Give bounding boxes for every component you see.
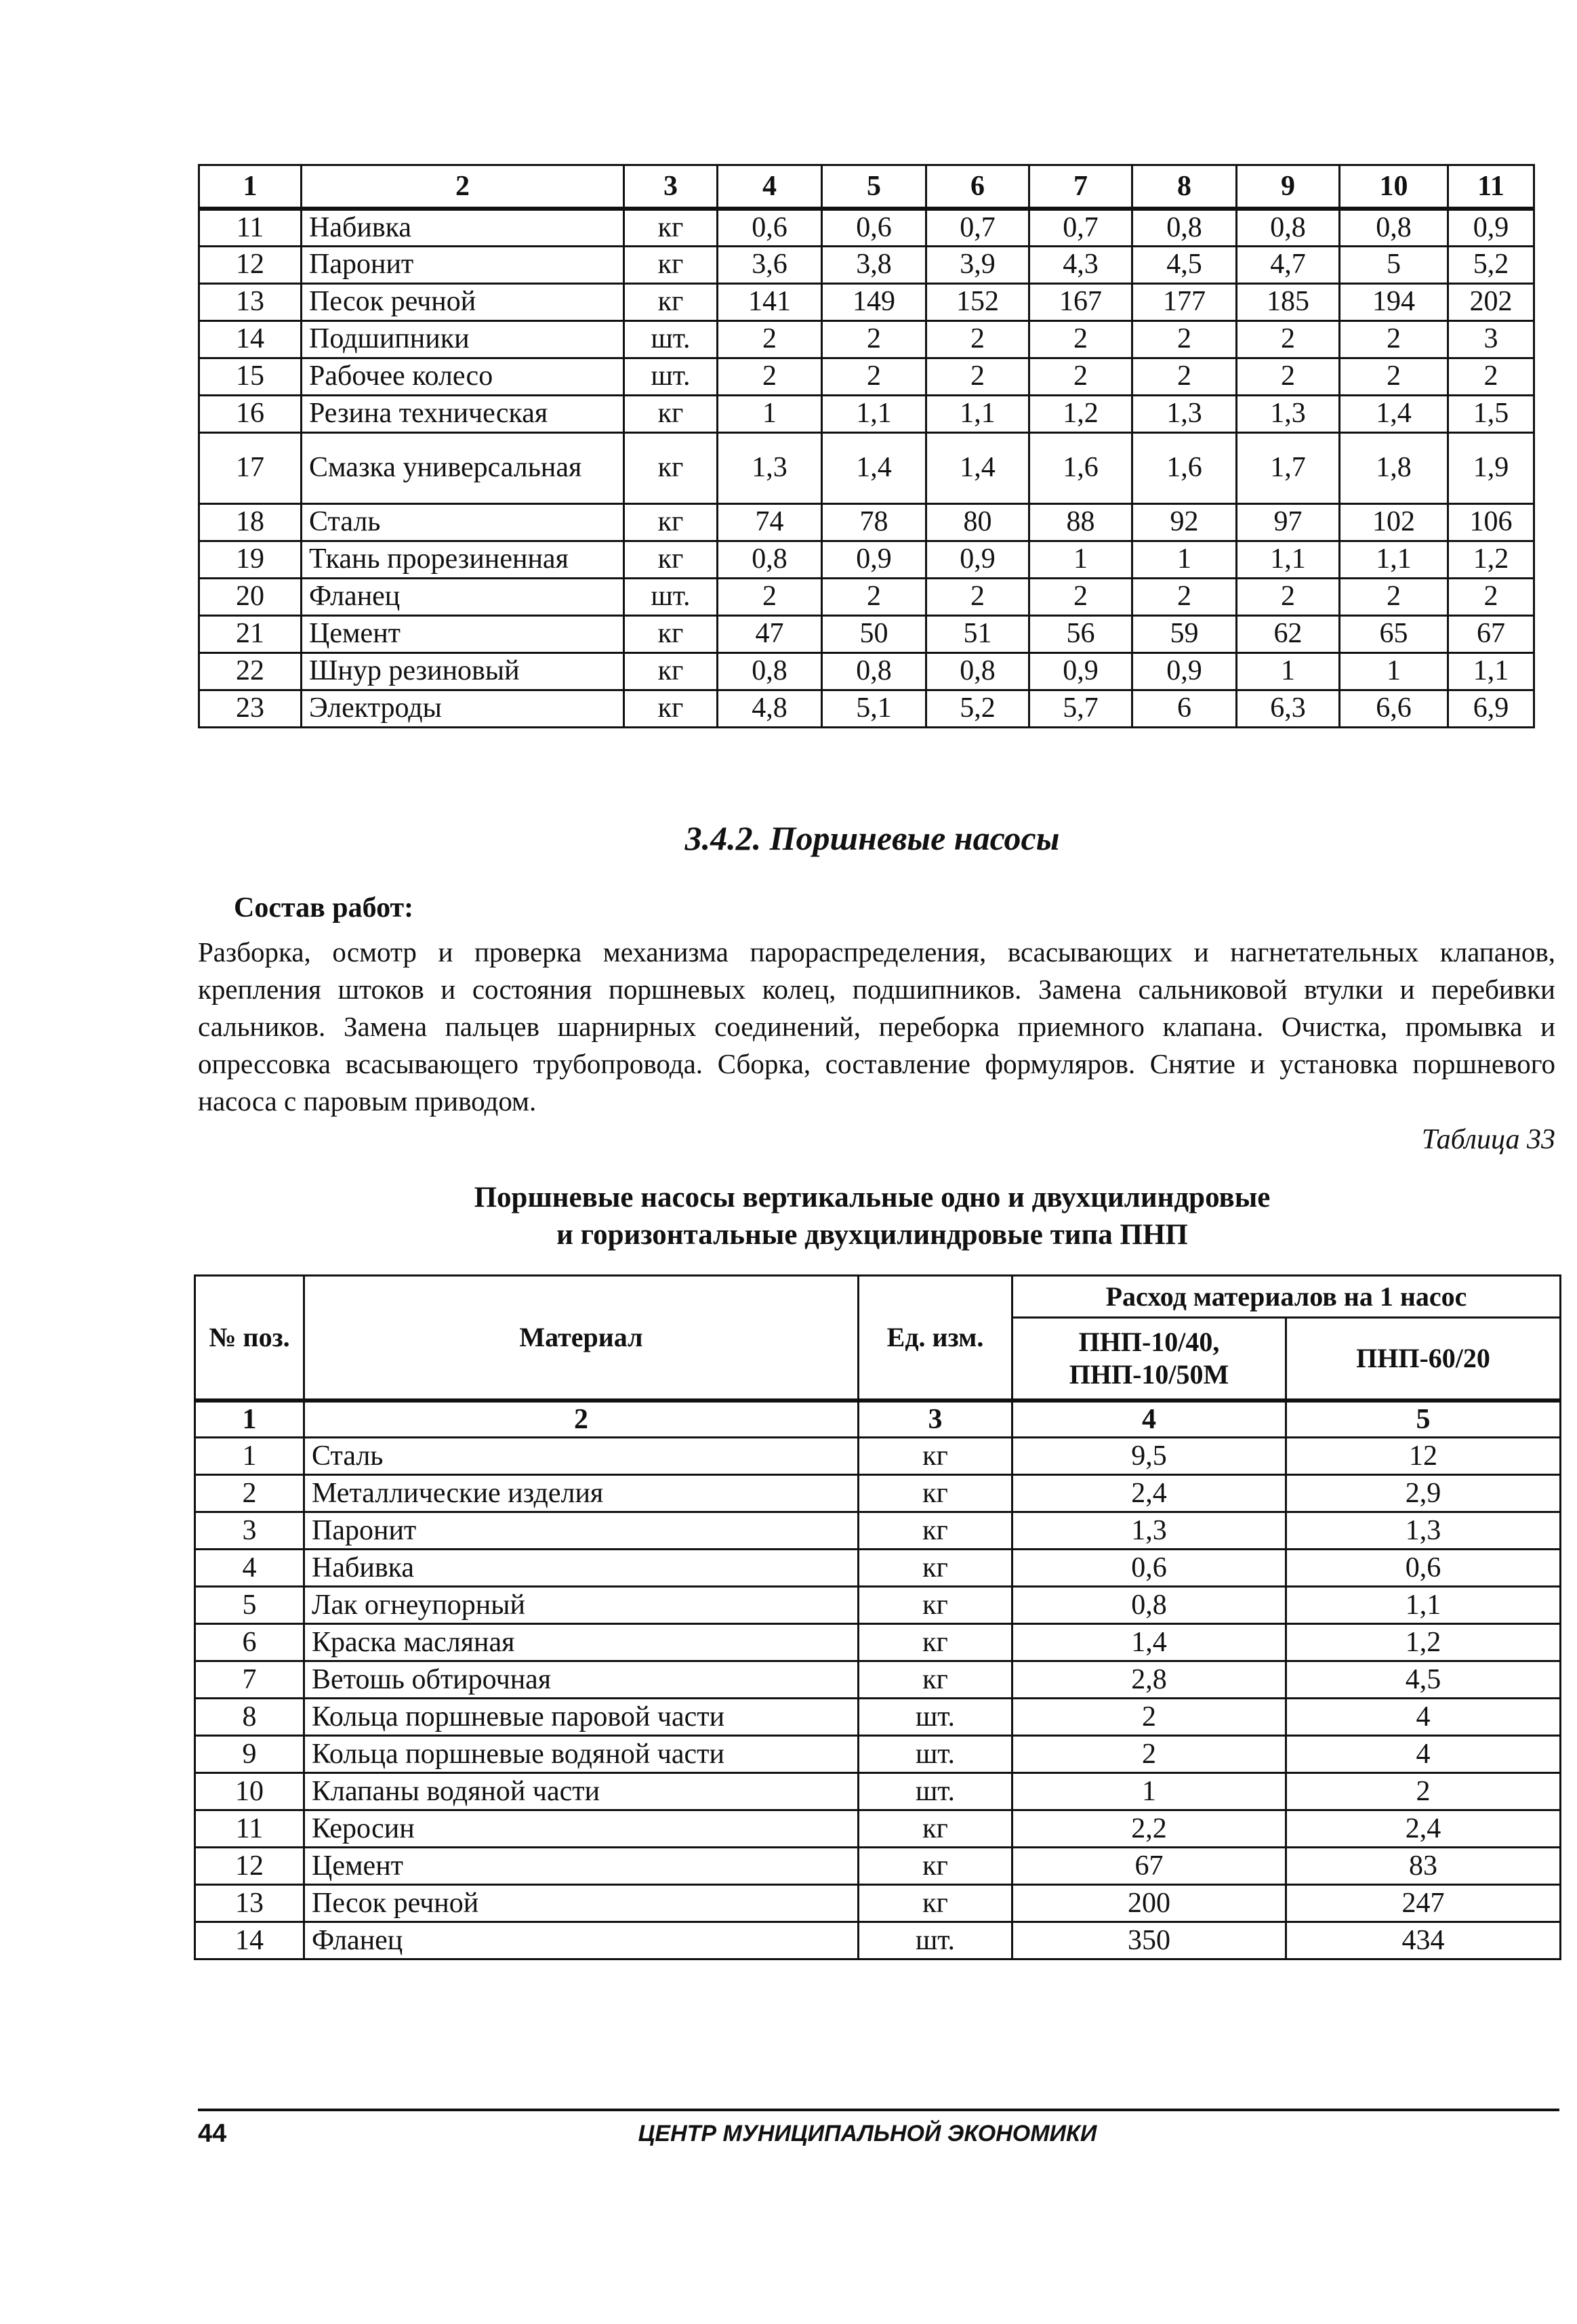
- quantity: 2: [1286, 1773, 1561, 1810]
- quantity: 2: [1448, 358, 1534, 395]
- quantity: 1,7: [1237, 432, 1340, 503]
- material-name: Металлические изделия: [304, 1475, 859, 1512]
- quantity: 2,8: [1012, 1661, 1286, 1699]
- row-number: 13: [199, 283, 302, 320]
- row-number: 5: [195, 1587, 304, 1624]
- material-name: Цемент: [302, 615, 624, 652]
- unit: кг: [859, 1810, 1012, 1848]
- quantity: 74: [718, 503, 822, 541]
- quantity: 102: [1340, 503, 1448, 541]
- table-row: [199, 395, 1534, 432]
- row-number: 2: [195, 1475, 304, 1512]
- row-number: 12: [199, 246, 302, 283]
- quantity: 0,6: [1286, 1550, 1561, 1587]
- quantity: 1,1: [926, 395, 1029, 432]
- table-row: [195, 1550, 1561, 1587]
- quantity: 0,8: [1132, 209, 1237, 246]
- quantity: 2: [1448, 578, 1534, 615]
- quantity: 141: [718, 283, 822, 320]
- material-name: Фланец: [302, 578, 624, 615]
- works-text: Разборка, осмотр и проверка механизма парораспределения, всасывающих и нагнетательных клапанов, крепления штоков и состояния поршневых колец, подшипников. Замена сальниковой втулки и перебивки сальников. Замена пальцев шарнирных соединений, переборка приемного клапана. Очистка, промывка и опрессовка всасывающего трубопровода. Сборка, составление формуляров. Снятие и установка поршневого насоса с паровым приводом.: [198, 936, 1555, 1117]
- quantity: 202: [1448, 283, 1534, 320]
- row-number: 12: [195, 1848, 304, 1885]
- quantity: 2: [822, 578, 926, 615]
- material-name: Керосин: [304, 1810, 859, 1848]
- row-number: 17: [199, 432, 302, 503]
- table-row: [199, 246, 1534, 283]
- unit: кг: [859, 1885, 1012, 1922]
- table-row: [199, 652, 1534, 690]
- quantity: 0,7: [926, 209, 1029, 246]
- works-description: [198, 934, 1555, 1120]
- works-label: Состав работ:: [234, 892, 414, 924]
- unit: кг: [859, 1587, 1012, 1624]
- quantity: 0,6: [718, 209, 822, 246]
- unit: кг: [624, 395, 718, 432]
- unit: кг: [624, 246, 718, 283]
- quantity: 51: [926, 615, 1029, 652]
- table-row: [199, 320, 1534, 358]
- row-number: 9: [195, 1736, 304, 1773]
- table-title: [0, 1179, 1577, 1253]
- quantity: 2: [926, 320, 1029, 358]
- quantity: 4,3: [1029, 246, 1132, 283]
- quantity: 50: [822, 615, 926, 652]
- table-title-line-2: и горизонтальные двухцилиндровые типа ПНП: [556, 1219, 1188, 1251]
- material-name: Ткань прорезиненная: [302, 541, 624, 578]
- quantity: 4,5: [1286, 1661, 1561, 1699]
- material-name: Смазка универсальная: [302, 432, 624, 503]
- quantity: 1,3: [718, 432, 822, 503]
- row-number: 14: [199, 320, 302, 358]
- column-number: 10: [1340, 165, 1448, 209]
- table-row: [195, 1810, 1561, 1848]
- table-row: [195, 1587, 1561, 1624]
- quantity: 1,3: [1286, 1512, 1561, 1550]
- material-name: Песок речной: [304, 1885, 859, 1922]
- row-number: 14: [195, 1922, 304, 1959]
- quantity: 0,8: [718, 541, 822, 578]
- table-row: [199, 503, 1534, 541]
- column-number: 11: [1448, 165, 1534, 209]
- quantity: 0,6: [822, 209, 926, 246]
- row-number: 23: [199, 690, 302, 727]
- table-row: [195, 1736, 1561, 1773]
- quantity: 62: [1237, 615, 1340, 652]
- quantity: 5,7: [1029, 690, 1132, 727]
- unit: кг: [859, 1550, 1012, 1587]
- material-name: Подшипники: [302, 320, 624, 358]
- column-number: 4: [718, 165, 822, 209]
- quantity: 1,2: [1286, 1624, 1561, 1661]
- row-number: 1: [195, 1438, 304, 1475]
- quantity: 0,8: [718, 652, 822, 690]
- unit: кг: [859, 1475, 1012, 1512]
- quantity: 2: [1237, 358, 1340, 395]
- quantity: 2,9: [1286, 1475, 1561, 1512]
- row-number: 11: [199, 209, 302, 246]
- material-name: Лак огнеупорный: [304, 1587, 859, 1624]
- material-name: Фланец: [304, 1922, 859, 1959]
- quantity: 1: [1029, 541, 1132, 578]
- quantity: 1,4: [1012, 1624, 1286, 1661]
- quantity: 106: [1448, 503, 1534, 541]
- quantity: 177: [1132, 283, 1237, 320]
- table-row: [195, 1624, 1561, 1661]
- quantity: 2: [1237, 320, 1340, 358]
- row-number: 16: [199, 395, 302, 432]
- unit: шт.: [859, 1922, 1012, 1959]
- quantity: 0,9: [1029, 652, 1132, 690]
- row-number: 20: [199, 578, 302, 615]
- header-consumption-group: Расход материалов на 1 насос: [1012, 1276, 1561, 1318]
- table-row: [195, 1475, 1561, 1512]
- material-name: Электроды: [302, 690, 624, 727]
- unit: шт.: [624, 320, 718, 358]
- column-number: 1: [199, 165, 302, 209]
- quantity: 12: [1286, 1438, 1561, 1475]
- column-number: 9: [1237, 165, 1340, 209]
- table-row: [199, 358, 1534, 395]
- quantity: 0,8: [1237, 209, 1340, 246]
- quantity: 1,4: [822, 432, 926, 503]
- quantity: 2: [1029, 358, 1132, 395]
- unit: шт.: [859, 1699, 1012, 1736]
- table-row: [199, 432, 1534, 503]
- quantity: 2: [718, 578, 822, 615]
- quantity: 9,5: [1012, 1438, 1286, 1475]
- unit: кг: [859, 1624, 1012, 1661]
- quantity: 434: [1286, 1922, 1561, 1959]
- quantity: 1,5: [1448, 395, 1534, 432]
- quantity: 1,3: [1132, 395, 1237, 432]
- column-number: 4: [1012, 1400, 1286, 1438]
- quantity: 1: [1340, 652, 1448, 690]
- quantity: 0,9: [1132, 652, 1237, 690]
- quantity: 2,2: [1012, 1810, 1286, 1848]
- unit: кг: [624, 541, 718, 578]
- column-number: 5: [822, 165, 926, 209]
- quantity: 0,7: [1029, 209, 1132, 246]
- quantity: 0,6: [1012, 1550, 1286, 1587]
- material-name: Песок речной: [302, 283, 624, 320]
- unit: кг: [859, 1848, 1012, 1885]
- unit: шт.: [859, 1773, 1012, 1810]
- table-number: Таблица 33: [1421, 1124, 1555, 1155]
- material-name: Набивка: [302, 209, 624, 246]
- quantity: 47: [718, 615, 822, 652]
- quantity: 2: [822, 320, 926, 358]
- quantity: 0,9: [822, 541, 926, 578]
- quantity: 2: [1012, 1699, 1286, 1736]
- quantity: 0,8: [1012, 1587, 1286, 1624]
- quantity: 0,9: [926, 541, 1029, 578]
- row-number: 3: [195, 1512, 304, 1550]
- table-row: [195, 1438, 1561, 1475]
- row-number: 7: [195, 1661, 304, 1699]
- quantity: 3,6: [718, 246, 822, 283]
- footer-divider: [198, 2109, 1559, 2111]
- quantity: 2: [1012, 1736, 1286, 1773]
- column-number: 7: [1029, 165, 1132, 209]
- materials-table-continued: [198, 164, 1535, 728]
- row-number: 19: [199, 541, 302, 578]
- quantity: 92: [1132, 503, 1237, 541]
- material-name: Рабочее колесо: [302, 358, 624, 395]
- unit: кг: [859, 1661, 1012, 1699]
- unit: кг: [624, 615, 718, 652]
- quantity: 2: [1029, 578, 1132, 615]
- quantity: 59: [1132, 615, 1237, 652]
- table-row: [199, 615, 1534, 652]
- quantity: 194: [1340, 283, 1448, 320]
- quantity: 4: [1286, 1736, 1561, 1773]
- material-name: Резина техническая: [302, 395, 624, 432]
- material-name: Цемент: [304, 1848, 859, 1885]
- quantity: 5: [1340, 246, 1448, 283]
- quantity: 2: [1340, 320, 1448, 358]
- quantity: 1,4: [926, 432, 1029, 503]
- material-name: Паронит: [304, 1512, 859, 1550]
- material-name: Краска масляная: [304, 1624, 859, 1661]
- header-pnp-60: ПНП-60/20: [1286, 1318, 1561, 1400]
- quantity: 247: [1286, 1885, 1561, 1922]
- quantity: 4,8: [718, 690, 822, 727]
- quantity: 1,4: [1340, 395, 1448, 432]
- quantity: 2: [1132, 578, 1237, 615]
- quantity: 1,1: [1340, 541, 1448, 578]
- quantity: 2: [1029, 320, 1132, 358]
- column-number: 3: [859, 1400, 1012, 1438]
- unit: кг: [624, 432, 718, 503]
- quantity: 185: [1237, 283, 1340, 320]
- quantity: 1,1: [1237, 541, 1340, 578]
- quantity: 1,8: [1340, 432, 1448, 503]
- row-number: 6: [195, 1624, 304, 1661]
- table-row: [195, 1699, 1561, 1736]
- table-row: [199, 690, 1534, 727]
- column-number: 8: [1132, 165, 1237, 209]
- quantity: 6,6: [1340, 690, 1448, 727]
- row-number: 15: [199, 358, 302, 395]
- quantity: 2,4: [1012, 1475, 1286, 1512]
- column-number: 2: [302, 165, 624, 209]
- column-number: 5: [1286, 1400, 1561, 1438]
- quantity: 2: [1340, 578, 1448, 615]
- table-row: [195, 1885, 1561, 1922]
- quantity: 65: [1340, 615, 1448, 652]
- section-heading: 3.4.2. Поршневые насосы: [684, 819, 1060, 857]
- quantity: 2: [1340, 358, 1448, 395]
- quantity: 0,8: [926, 652, 1029, 690]
- quantity: 88: [1029, 503, 1132, 541]
- row-number: 8: [195, 1699, 304, 1736]
- row-number: 4: [195, 1550, 304, 1587]
- row-number: 18: [199, 503, 302, 541]
- row-number: 22: [199, 652, 302, 690]
- quantity: 2: [718, 320, 822, 358]
- column-number: 2: [304, 1400, 859, 1438]
- quantity: 78: [822, 503, 926, 541]
- quantity: 1,3: [1012, 1512, 1286, 1550]
- table-row: [199, 283, 1534, 320]
- table-row: [195, 1922, 1561, 1959]
- quantity: 3: [1448, 320, 1534, 358]
- column-number-row: [199, 165, 1534, 209]
- unit: кг: [859, 1438, 1012, 1475]
- row-number: 13: [195, 1885, 304, 1922]
- unit: кг: [624, 503, 718, 541]
- quantity: 2: [1132, 320, 1237, 358]
- quantity: 2: [1237, 578, 1340, 615]
- material-name: Кольца поршневые водяной части: [304, 1736, 859, 1773]
- footer-organization: ЦЕНТР МУНИЦИПАЛЬНОЙ ЭКОНОМИКИ: [638, 2121, 1097, 2146]
- quantity: 56: [1029, 615, 1132, 652]
- quantity: 83: [1286, 1848, 1561, 1885]
- header-pnp-10: ПНП-10/40, ПНП-10/50М: [1012, 1318, 1286, 1400]
- quantity: 0,9: [1448, 209, 1534, 246]
- quantity: 67: [1012, 1848, 1286, 1885]
- quantity: 3,9: [926, 246, 1029, 283]
- unit: кг: [624, 209, 718, 246]
- header-material: Материал: [304, 1276, 859, 1400]
- quantity: 67: [1448, 615, 1534, 652]
- quantity: 1,9: [1448, 432, 1534, 503]
- material-name: Клапаны водяной части: [304, 1773, 859, 1810]
- quantity: 1,1: [822, 395, 926, 432]
- quantity: 4: [1286, 1699, 1561, 1736]
- unit: шт.: [624, 578, 718, 615]
- quantity: 1: [1237, 652, 1340, 690]
- material-name: Ветошь обтирочная: [304, 1661, 859, 1699]
- unit: кг: [624, 652, 718, 690]
- table-row: [195, 1848, 1561, 1885]
- column-number: 1: [195, 1400, 304, 1438]
- table-row: [195, 1773, 1561, 1810]
- quantity: 2: [822, 358, 926, 395]
- quantity: 1,2: [1448, 541, 1534, 578]
- piston-pump-materials-table: [194, 1274, 1561, 1960]
- table-row: [199, 209, 1534, 246]
- quantity: 1: [1012, 1773, 1286, 1810]
- table-row: [199, 578, 1534, 615]
- unit: кг: [624, 283, 718, 320]
- quantity: 4,5: [1132, 246, 1237, 283]
- quantity: 1: [718, 395, 822, 432]
- quantity: 350: [1012, 1922, 1286, 1959]
- unit: кг: [624, 690, 718, 727]
- quantity: 200: [1012, 1885, 1286, 1922]
- quantity: 6,9: [1448, 690, 1534, 727]
- quantity: 80: [926, 503, 1029, 541]
- quantity: 1: [1132, 541, 1237, 578]
- page-number: 44: [198, 2119, 227, 2148]
- row-number: 11: [195, 1810, 304, 1848]
- quantity: 4,7: [1237, 246, 1340, 283]
- material-name: Шнур резиновый: [302, 652, 624, 690]
- quantity: 152: [926, 283, 1029, 320]
- quantity: 2: [1132, 358, 1237, 395]
- quantity: 5,2: [926, 690, 1029, 727]
- row-number: 21: [199, 615, 302, 652]
- material-name: Набивка: [304, 1550, 859, 1587]
- quantity: 2: [718, 358, 822, 395]
- quantity: 1,3: [1237, 395, 1340, 432]
- quantity: 2,4: [1286, 1810, 1561, 1848]
- quantity: 1,6: [1132, 432, 1237, 503]
- unit: шт.: [624, 358, 718, 395]
- unit: кг: [859, 1512, 1012, 1550]
- quantity: 167: [1029, 283, 1132, 320]
- material-name: Кольца поршневые паровой части: [304, 1699, 859, 1736]
- table-row: [195, 1661, 1561, 1699]
- quantity: 5,2: [1448, 246, 1534, 283]
- material-name: Сталь: [304, 1438, 859, 1475]
- row-number: 10: [195, 1773, 304, 1810]
- quantity: 1,2: [1029, 395, 1132, 432]
- quantity: 2: [926, 358, 1029, 395]
- quantity: 1,1: [1286, 1587, 1561, 1624]
- quantity: 3,8: [822, 246, 926, 283]
- column-number: 3: [624, 165, 718, 209]
- quantity: 2: [926, 578, 1029, 615]
- header-pos: № поз.: [195, 1276, 304, 1400]
- column-number-row: [195, 1400, 1561, 1438]
- table-row: [199, 541, 1534, 578]
- header-unit: Ед. изм.: [859, 1276, 1012, 1400]
- table-row: [195, 1512, 1561, 1550]
- material-name: Сталь: [302, 503, 624, 541]
- material-name: Паронит: [302, 246, 624, 283]
- quantity: 97: [1237, 503, 1340, 541]
- column-number: 6: [926, 165, 1029, 209]
- quantity: 6,3: [1237, 690, 1340, 727]
- table-title-line-1: Поршневые насосы вертикальные одно и двухцилиндровые: [474, 1182, 1271, 1213]
- unit: шт.: [859, 1736, 1012, 1773]
- quantity: 1,1: [1448, 652, 1534, 690]
- quantity: 6: [1132, 690, 1237, 727]
- quantity: 149: [822, 283, 926, 320]
- quantity: 0,8: [822, 652, 926, 690]
- quantity: 0,8: [1340, 209, 1448, 246]
- quantity: 5,1: [822, 690, 926, 727]
- quantity: 1,6: [1029, 432, 1132, 503]
